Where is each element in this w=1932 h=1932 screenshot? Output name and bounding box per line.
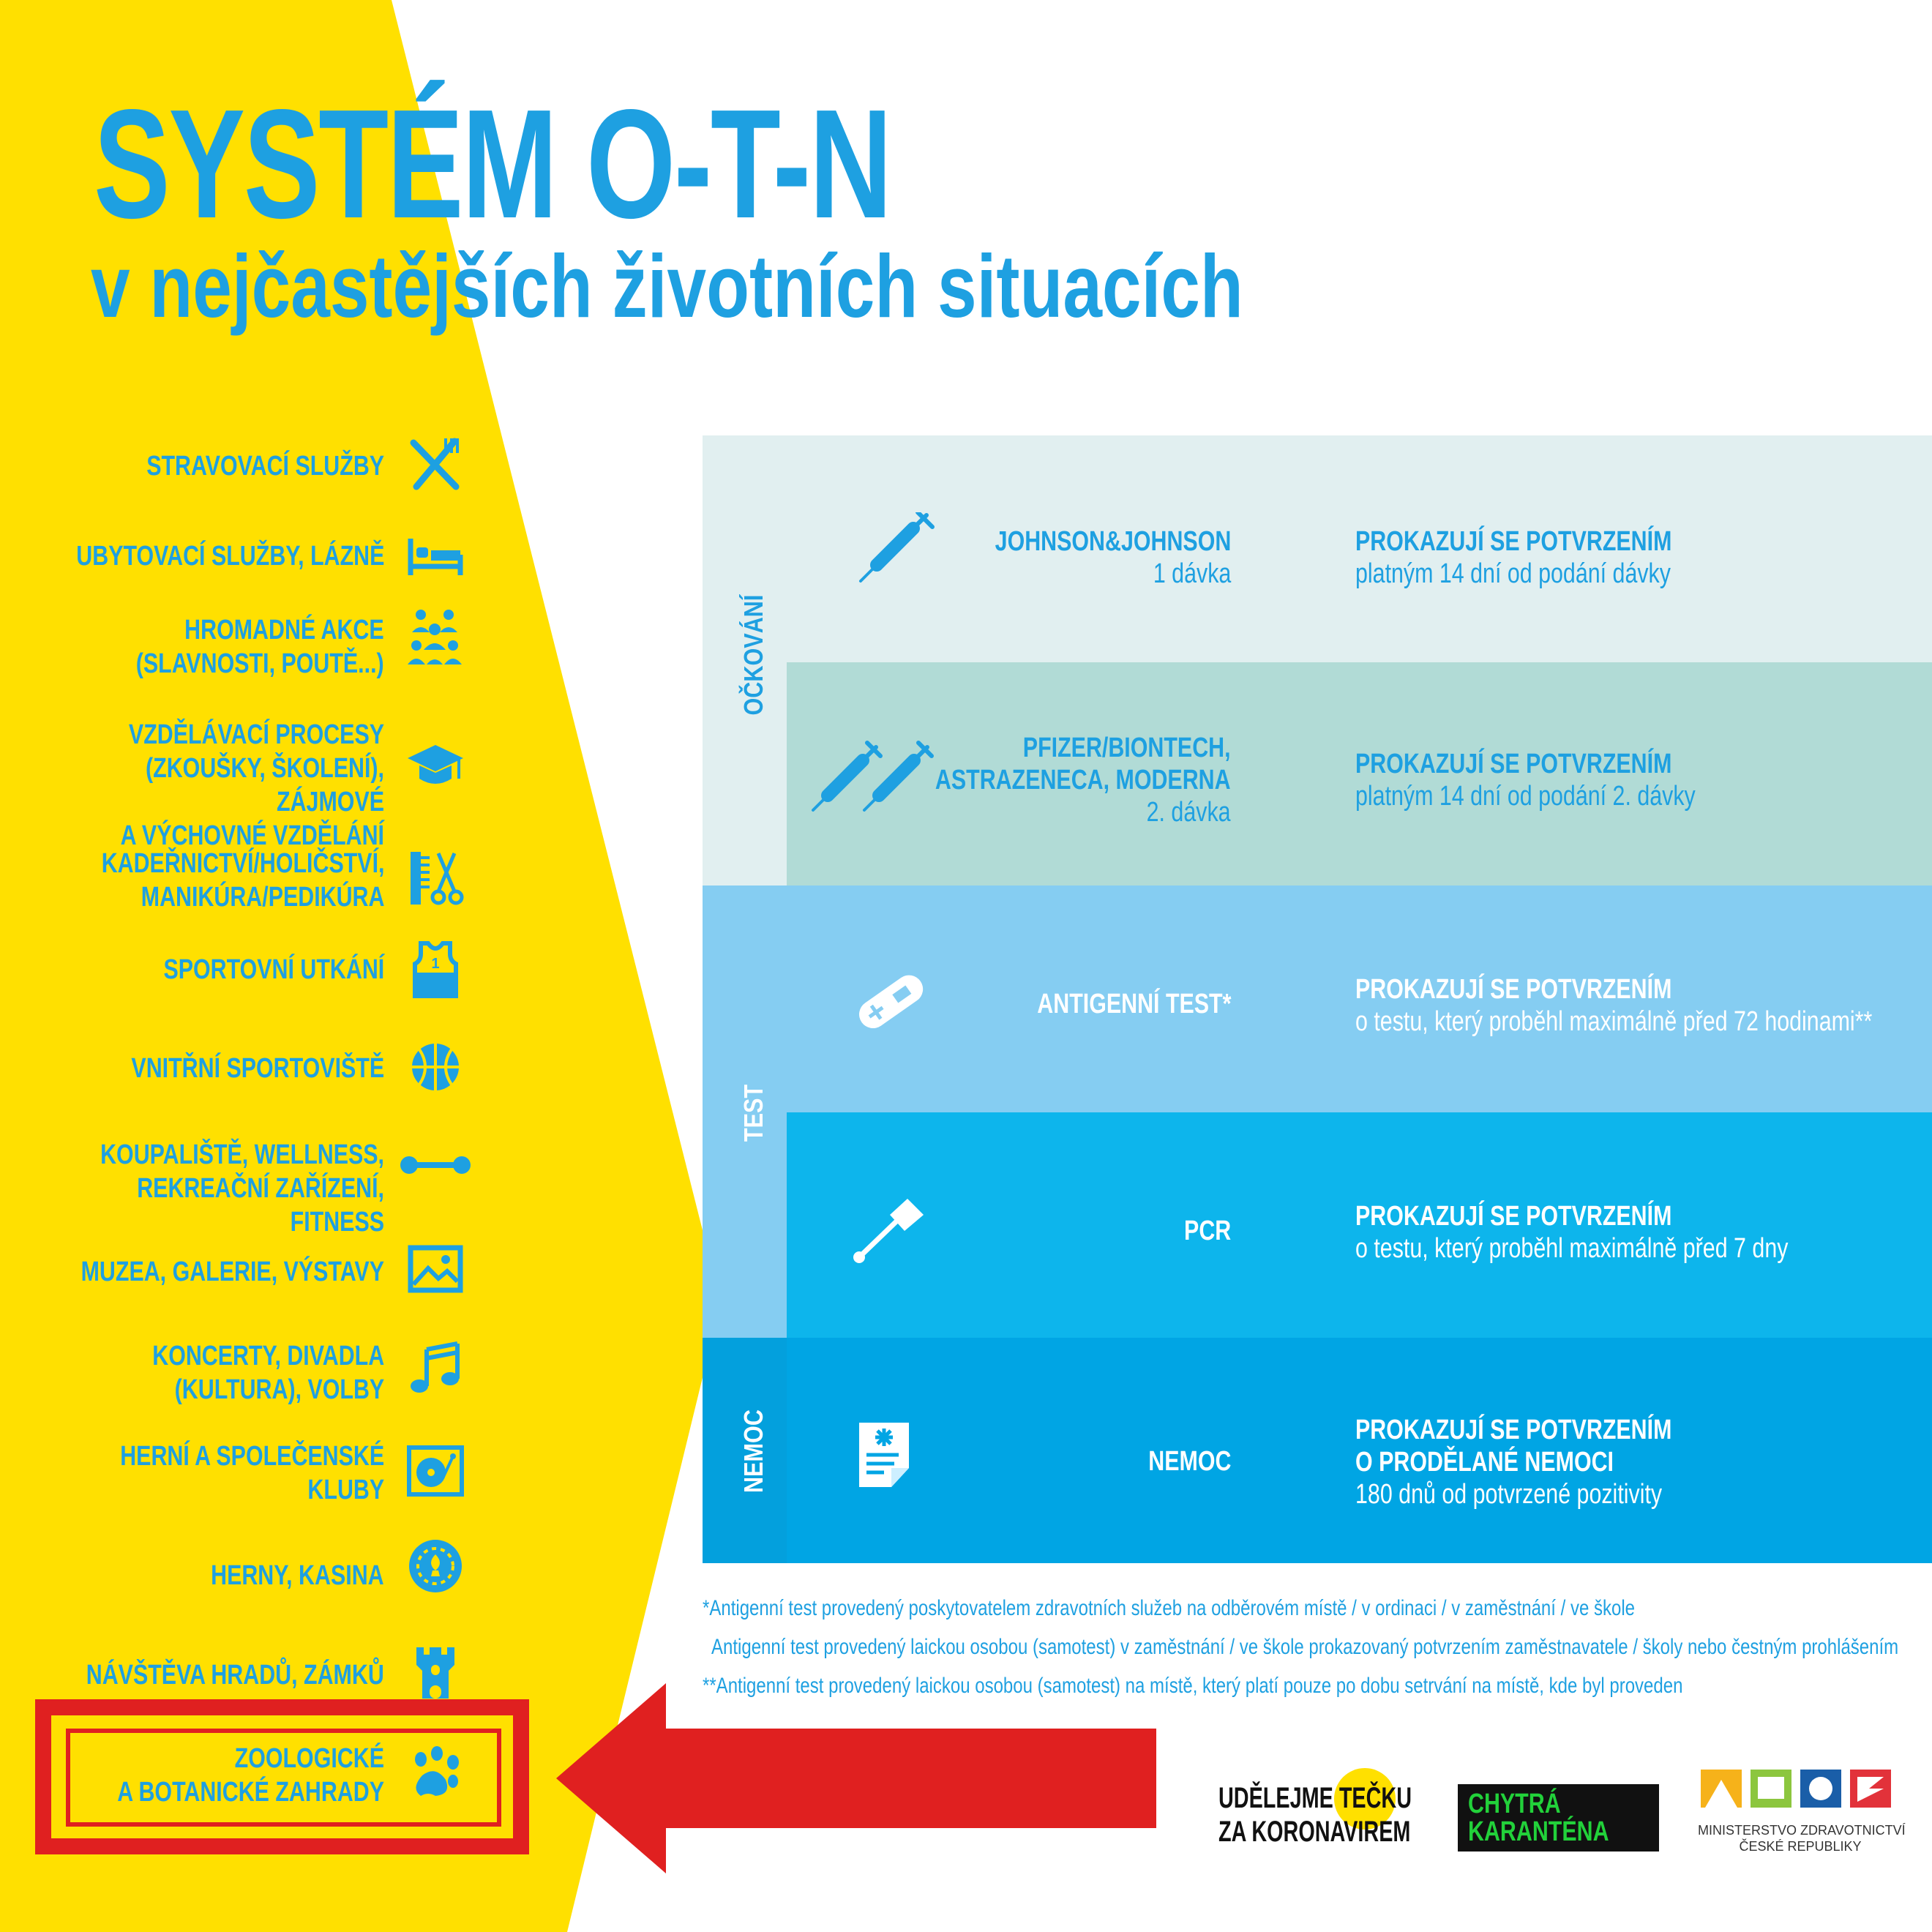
proof-detail: 180 dnů od potvrzené pozitivity	[1355, 1479, 1663, 1510]
picture-icon	[406, 1240, 465, 1299]
tecka-line1-a: UDĚLEJME	[1218, 1782, 1339, 1814]
venue-label-text: KADEŘNICTVÍ/HOLIČSTVÍ, MANIKÚRA/PEDIKÚRA	[101, 848, 384, 913]
proof-detail: o testu, který proběhl maximálně před 72 hodinami**	[1355, 1006, 1873, 1037]
venue-label-castles: NÁVŠTĚVA HRADŮ, ZÁMKŮ	[86, 1660, 384, 1690]
logo-chytra-karantena	[1458, 1784, 1659, 1852]
tecka-text	[1218, 1781, 1412, 1849]
section-label-test: TEST	[738, 1084, 768, 1142]
row-name-johnson	[995, 525, 1231, 590]
karantena-text	[1468, 1790, 1609, 1846]
swab-icon	[850, 1193, 931, 1266]
venue-label-concerts	[152, 1339, 384, 1407]
proof-detail: o testu, který proběhl maximálně před 7 dny	[1355, 1233, 1789, 1264]
tecka-line2: ZA KORONAVIREM	[1218, 1816, 1411, 1848]
footnote-1: *Antigenní test provedený poskytovatelem zdravotních služeb na odběrovém místě / v ordinaci / v zaměstnání / ve škole	[703, 1596, 1635, 1620]
dumbbell-icon	[399, 1136, 472, 1194]
proof-title: PROKAZUJÍ SE POTVRZENÍM	[1355, 1201, 1672, 1232]
medical-document-icon	[855, 1418, 913, 1491]
row-name-illness: NEMOC	[1147, 1446, 1231, 1477]
proof-detail: platným 14 dní od podání dávky	[1355, 558, 1671, 589]
venue-label-text: ZOOLOGICKÉ A BOTANICKÉ ZAHRADY	[117, 1743, 384, 1808]
venue-label-museums: MUZEA, GALERIE, VÝSTAVY	[80, 1257, 384, 1287]
jersey-icon	[406, 940, 465, 999]
row-proof-pfizer	[1355, 748, 1696, 812]
row-name-text: PFIZER/BIONTECH, ASTRAZENECA, MODERNA	[935, 733, 1231, 795]
venue-label-accommodation: UBYTOVACÍ SLUŽBY, LÁZNĚ	[75, 541, 384, 572]
antigen-test-icon	[850, 965, 931, 1038]
bed-icon	[406, 525, 465, 584]
venue-label-text: HERNÍ A SPOLEČENSKÉ KLUBY	[120, 1441, 384, 1505]
row-name-pfizer	[935, 732, 1231, 828]
tecka-line1-b: TEČKU	[1338, 1782, 1412, 1814]
venue-label-mass-events	[136, 613, 384, 681]
castle-tower-icon	[406, 1643, 465, 1701]
logo-tecka	[1218, 1777, 1423, 1857]
highlight-inner-box	[66, 1729, 501, 1827]
music-note-icon	[406, 1339, 465, 1398]
section-label-vaccination: OČKOVÁNÍ	[738, 594, 768, 716]
page-title: SYSTÉM O-T-N	[94, 77, 891, 250]
graduation-cap-icon	[406, 738, 465, 796]
venue-label-text: HROMADNÉ AKCE (SLAVNOSTI, POUTĚ...)	[136, 615, 384, 679]
venue-label-dining: STRAVOVACÍ SLUŽBY	[146, 451, 384, 482]
footnote-2: Antigenní test provedený laickou osobou (samotest) v zaměstnání / ve škole prokazovaný potvrzením zaměstnavatele / školy nebo čestným prohlášením	[711, 1635, 1899, 1659]
proof-detail: platným 14 dní od podání 2. dávky	[1355, 781, 1696, 812]
row-proof-pcr	[1355, 1200, 1788, 1265]
row-proof-johnson	[1355, 525, 1671, 590]
comb-scissors-icon	[406, 849, 465, 907]
proof-title: PROKAZUJÍ SE POTVRZENÍM	[1355, 749, 1672, 779]
turntable-icon	[406, 1442, 465, 1500]
row-name-pcr: PCR	[1183, 1216, 1231, 1246]
svg-text:1: 1	[431, 956, 440, 972]
venue-label-hairdresser	[101, 847, 384, 914]
row-name-antigen: ANTIGENNÍ TEST*	[1036, 989, 1231, 1019]
two-syringes-icon	[809, 735, 940, 816]
venue-label-text: VZDĚLÁVACÍ PROCESY (ZKOUŠKY, ŠKOLENÍ), ZÁJMOVÉ A VÝCHOVNÉ VZDĚLÁNÍ	[120, 719, 384, 851]
page-subtitle: v nejčastějších životních situacích	[91, 236, 1243, 336]
ministry-line1: MINISTERSTVO ZDRAVOTNICTVÍ	[1698, 1823, 1906, 1838]
venue-label-casinos: HERNY, KASINA	[211, 1560, 384, 1591]
venue-label-text: KOUPALIŠTĚ, WELLNESS, REKREAČNÍ ZAŘÍZENÍ, FITNESS	[100, 1139, 384, 1238]
row-proof-illness	[1355, 1414, 1671, 1510]
basketball-icon	[406, 1038, 465, 1096]
proof-title: PROKAZUJÍ SE POTVRZENÍM	[1355, 974, 1672, 1005]
ministry-emblem-icon	[1698, 1764, 1903, 1815]
footnote-3: **Antigenní test provedený laickou osobou (samotest) na místě, který platí pouze po dobu setrvání na místě, kde byl proveden	[703, 1674, 1683, 1698]
venue-label-sport-match: SPORTOVNÍ UTKÁNÍ	[163, 954, 384, 985]
section-label-illness: NEMOC	[738, 1409, 768, 1493]
row-dose-text: 2. dávka	[1147, 797, 1231, 828]
venue-label-indoor-sport: VNITŘNÍ SPORTOVIŠTĚ	[131, 1053, 384, 1084]
row-name-text: JOHNSON&JOHNSON	[995, 526, 1231, 557]
venue-label-education	[77, 718, 384, 853]
proof-title: PROKAZUJÍ SE POTVRZENÍM O PRODĚLANÉ NEMOCI	[1355, 1415, 1672, 1478]
logo-ministry	[1698, 1764, 1906, 1859]
red-arrow-icon	[556, 1683, 1156, 1873]
proof-title: PROKAZUJÍ SE POTVRZENÍM	[1355, 526, 1672, 557]
karantena-line2: KARANTÉNA	[1468, 1816, 1609, 1847]
karantena-line1: CHYTRÁ	[1468, 1789, 1561, 1819]
ministry-line2: ČESKÉ REPUBLIKY	[1739, 1839, 1862, 1854]
syringe-icon	[856, 512, 937, 585]
venue-label-swimming	[77, 1138, 384, 1239]
venue-label-clubs	[120, 1439, 384, 1507]
row-dose-text: 1 dávka	[1153, 558, 1231, 589]
casino-chip-icon	[406, 1537, 465, 1595]
row-proof-antigen	[1355, 973, 1872, 1038]
crowd-icon	[406, 607, 465, 666]
venue-label-text: KONCERTY, DIVADLA (KULTURA), VOLBY	[152, 1341, 384, 1405]
cutlery-icon	[406, 435, 465, 494]
ministry-text	[1698, 1822, 1906, 1854]
